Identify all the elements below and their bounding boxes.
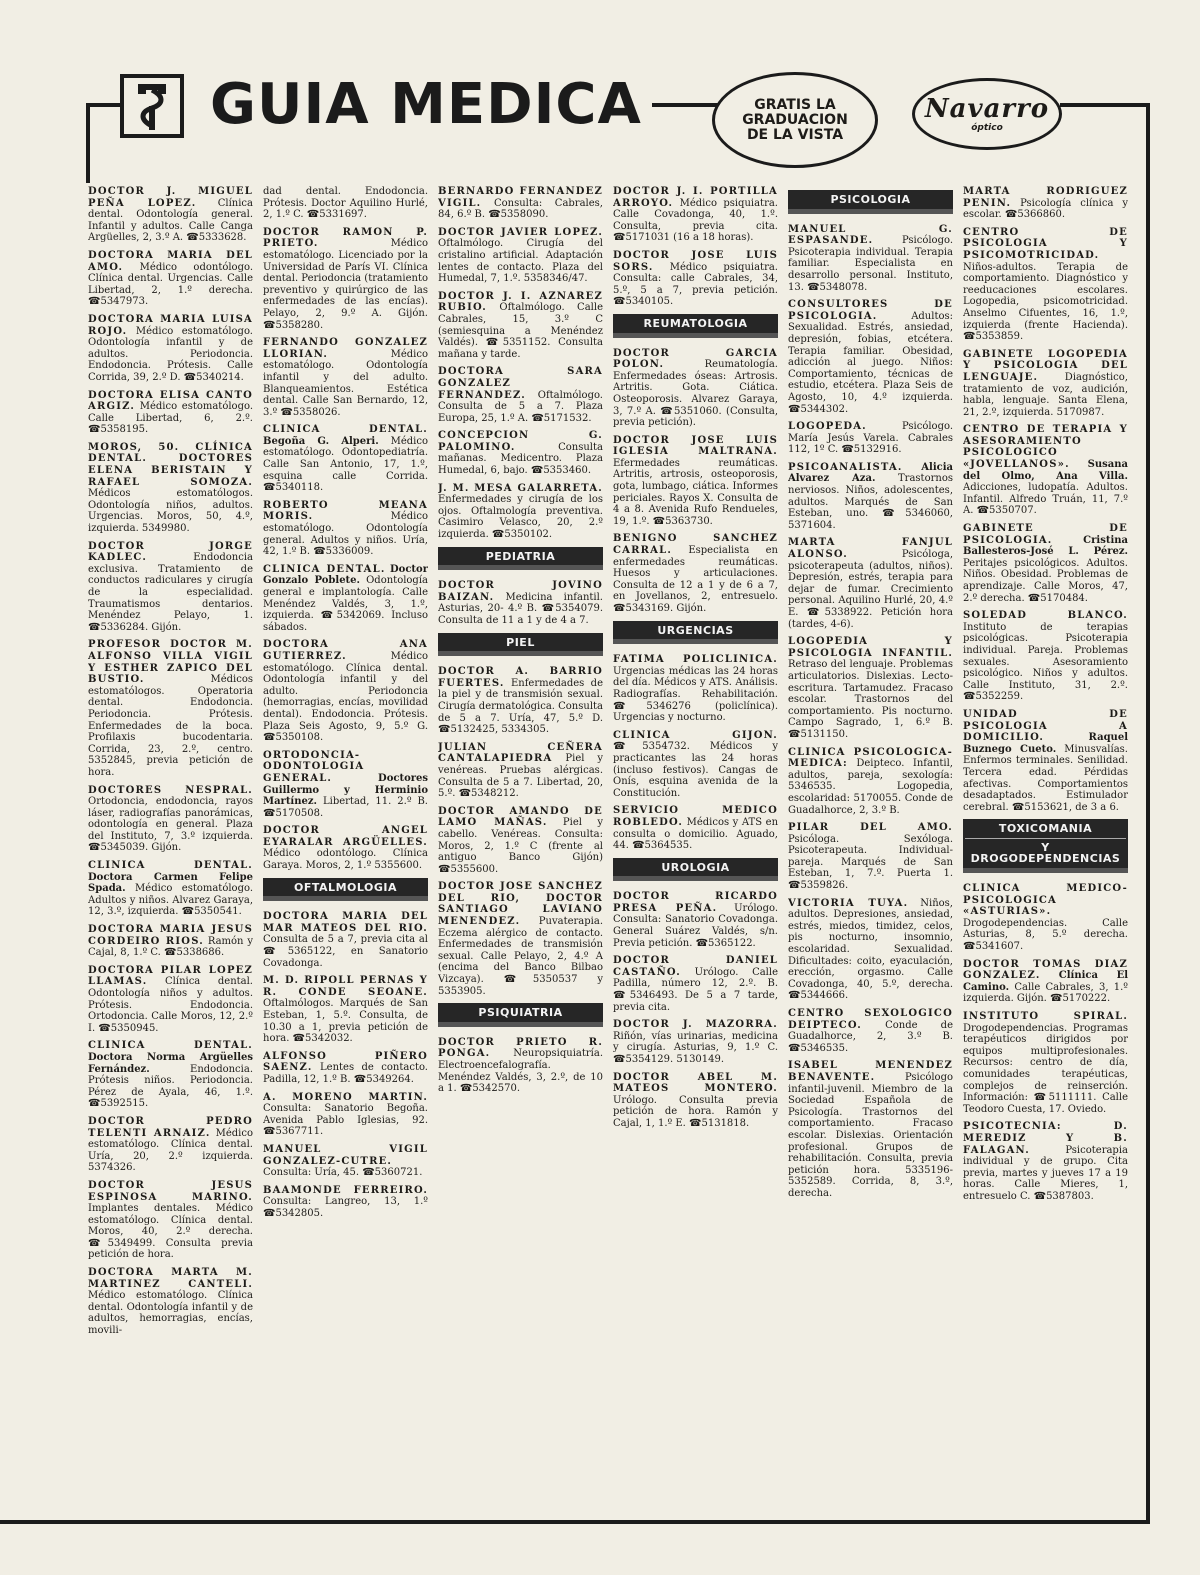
listing-details: Psicología clínica y escolar. ☎5366860.	[963, 197, 1128, 221]
listing-name: DOCTOR GARCIA POLON.	[613, 347, 778, 371]
listing-name: DOCTOR J. MIGUEL PEÑA LOPEZ.	[88, 186, 253, 209]
listing-name: DOCTORA ANA GUTIERREZ.	[263, 639, 428, 662]
listing-details: Lentes de contacto. Padilla, 12, 1.º B. ☎5349264.	[263, 1062, 428, 1085]
listing-entry	[438, 881, 603, 997]
listing-details: Consulta: Uría, 45. ☎5360721.	[263, 1167, 423, 1179]
listing-entry	[788, 421, 953, 456]
listing-name: DOCTOR JOSE LUIS IGLESIA MALTRANA.	[613, 434, 778, 458]
listing-details: Especialista en enfermedades reumáticas. Huesos y articulaciones. Consulta de 12 a 1 y de 6 a 7, en Jovellanos, 2, entresuelo. ☎5343169. Gijón.	[613, 545, 778, 614]
listing-name: CLINICA DENTAL.	[263, 424, 428, 436]
listing-details: Piel y venéreas. Pruebas alérgicas. Consulta de 5 a 7. Libertad, 20, 5.º. ☎5348212.	[438, 753, 603, 800]
listing-name: DOCTOR JOSE SANCHEZ DEL RIO, DOCTOR SANTIAGO LAVIANO MENENDEZ.	[438, 881, 603, 928]
listing-name: SOLEDAD BLANCO.	[963, 610, 1128, 622]
listing-entry	[263, 1144, 428, 1179]
listing-name: LOGOPEDA.	[788, 421, 867, 433]
listing-name: GABINETE LOGOPEDIA Y PSICOLOGIA DEL LENGUAJE.	[963, 348, 1128, 383]
listing-details: Ortodoncia, endodoncia, rayos láser, radiografías panorámicas, odontología en general. Plaza del Instituto, 7, 3.º izquierda. ☎5345039. Gijón.	[88, 796, 253, 854]
listing-details: Médico estomatólogo. Clínica dental. Odontología infantil y del adulto. Periodoncia (hemorragias, encías, movilidad dental). Endodoncia. Prótesis. Plaza Seis Agosto, 9, 5.º G. ☎5350108.	[263, 650, 428, 744]
listing-entry	[613, 348, 778, 429]
listing-name: CENTRO DE TERAPIA Y ASESORAMIENTO PSICOLOGICO «JOVELLANOS».	[963, 424, 1128, 471]
listing-details: Calle Cabrales, 3, 1.º izquierda. Gijón. ☎5170222.	[963, 981, 1128, 1005]
listing-name: DOCTOR TOMAS DIAZ GONZALEZ.	[963, 958, 1128, 982]
listing-name: DOCTOR JORGE KADLEC.	[88, 540, 253, 564]
listing-name: DOCTOR AMANDO DE LAMO MAÑAS.	[438, 805, 603, 829]
column-4	[613, 186, 778, 1486]
listing-details: Médicos estomatólogos. Operatoria dental. Endodoncia. Periodoncia. Prótesis. Enfermedades de la boca. Profilaxis bucodentaria. Corrida, 23, 2.º, centro. 5352845, previa petición de hora.	[88, 674, 253, 778]
listing-entry	[263, 1051, 428, 1086]
promo-line: GRADUACION	[742, 111, 848, 128]
listing-name: CENTRO DE PSICOLOGIA Y PSICOMOTRICIDAD.	[963, 226, 1128, 261]
listing-highlight: Doctores Guillermo y Herminio Martínez.	[263, 772, 428, 808]
medical-logo	[120, 74, 184, 138]
listing-entry	[88, 314, 253, 384]
listing-highlight: Begoña G. Alperi.	[263, 435, 379, 447]
section-label: OFTALMOLOGIA	[294, 880, 397, 894]
listing-entry	[613, 730, 778, 800]
listing-details: Minusvalías. Enfermos terminales. Senilidad. Tercera edad. Pérdidas afectivas. Comportamientos desadaptados. Estimulador cerebral. ☎5153621, de 3 a 6.	[963, 743, 1128, 813]
listing-details: Médico odontólogo. Clínica dental. Urgencias. Calle Libertad, 2, 1.º derecha. ☎5347973.	[88, 261, 253, 308]
listing-name: CLINICA DENTAL.	[88, 1040, 253, 1052]
listing-details: Urólogo. Calle Padilla, número 12, 2.º. B. ☎5346493. De 5 a 7 tarde, previa cita.	[613, 966, 778, 1013]
frame-bottom	[0, 1520, 1150, 1524]
listing-details: Médico estomatólogo. Licenciado por la Universidad de París VI. Clínica dental. Periodoncia (tratamiento preventivo y quirúrgico de las enfermedades de las encías). Pelayo, 2, 9.º A. Gijón. ☎5358280.	[263, 238, 428, 331]
listing-details: Consulta: Sanatorio Begoña. Avenida Pablo Iglesias, 92. ☎5367711.	[263, 1103, 428, 1138]
listing-details: Ramón y Cajal, 8, 1.º C. ☎5338686.	[88, 935, 253, 959]
listing-details: Médico estomatólogo. Clínica dental. Odontología infantil y de adultos, hemorragias, encías, movili-	[88, 1290, 253, 1337]
listing-name: MANUEL G. ESPASANDE.	[788, 223, 953, 247]
listing-name: DOCTOR DANIEL CASTAÑO.	[613, 955, 778, 978]
listing-name: VICTORIA TUYA.	[788, 897, 909, 909]
listing-name: DOCTOR JOVINO BAIZAN.	[438, 580, 603, 603]
listing-name: DOCTOR J. MAZORRA.	[613, 1019, 778, 1031]
listing-entry	[438, 742, 603, 800]
section-header	[438, 1003, 603, 1027]
listing-entry	[88, 924, 253, 959]
listing-details: Psicóloga, psicoterapeuta (adultos, niños). Depresión, estrés, terapia para dejar de fumar. Crecimiento personal. Aquilino Hurlé, 20, 4.º E. ☎5338922. Petición hora (tardes, 4-6).	[788, 549, 953, 630]
listing-details: Urólogo. Consulta previa petición de hora. Ramón y Cajal, 1, 1.º E. ☎5131818.	[613, 1094, 778, 1129]
listing-details: Diagnóstico, tratamiento de voz, audición, habla, lenguaje. Santa Elena, 21, 2.º, izquierda. 5170987.	[963, 371, 1128, 418]
listing-name: DOCTORA ELISA CANTO ARGIZ.	[88, 389, 253, 413]
listing-entry	[438, 580, 603, 626]
header-rule-right	[1060, 103, 1150, 107]
brand-name: Navarro	[924, 94, 1050, 124]
section-label: TOXICOMANIA	[998, 822, 1093, 836]
listing-name: ISABEL MENENDEZ BENAVENTE.	[788, 1060, 953, 1083]
listing-details: Adultos: Sexualidad. Estrés, ansiedad, depresión, fobias, etcétera. Terapia familiar. Obesidad, adicción al juego. Niños: Comportamiento, técnicas de estudio, etcétera. Plaza Seis de Agosto, 10, 4.º izquierda. ☎5344302.	[788, 310, 953, 415]
listing-entry	[438, 186, 603, 221]
listing-name: J. M. MESA GALARRETA.	[438, 482, 603, 494]
listing-details: Urólogo. Consulta: Sanatorio Covadonga. General Suárez Valdés, s/n. Previa petición. ☎5365122.	[613, 902, 778, 949]
listing-entry	[788, 537, 953, 630]
section-label: PIEL	[506, 635, 535, 649]
listing-details: dad dental. Endodoncia. Prótesis. Doctor Aquilino Hurlé, 2, 1.º C. ☎5331697.	[263, 186, 428, 221]
listing-name: DOCTORA MARIA DEL MAR MATEOS DEL RIO.	[263, 911, 428, 934]
listing-name: JULIAN CEÑERA CANTALAPIEDRA	[438, 741, 603, 765]
caduceus-icon	[128, 80, 176, 132]
listing-details: Urgencias médicas las 24 horas del día. Médicos y ATS. Análisis. Radiografías. Rehabilitación. ☎5346276 (policlínica). Urgencias y nocturno.	[613, 665, 778, 724]
listing-details: Adicciones, ludopatía. Adultos. Infantil. Alfredo Truán, 11, 7.º A. ☎5350707.	[963, 482, 1128, 517]
listing-details: Médico odontólogo. Clínica Garaya. Moros, 2, 1.º 5355600.	[263, 848, 428, 872]
listing-entry	[613, 654, 778, 724]
listing-name: DOCTORA SARA GONZALEZ FERNANDEZ.	[438, 366, 603, 401]
listing-entry	[963, 349, 1128, 419]
listing-entry	[788, 898, 953, 1002]
listing-name: A. MORENO MARTIN.	[263, 1091, 428, 1103]
listing-details: Odontología general e implantología. Calle Menéndez Valdés, 3, 1.º, izquierda. ☎5342069. Incluso sábados.	[263, 575, 428, 633]
section-label: PEDIATRIA	[485, 549, 556, 563]
listing-name: ORTODONCIA-ODONTOLOGIA GENERAL.	[263, 749, 365, 784]
listing-entry	[263, 750, 428, 820]
listing-name: UNIDAD DE PSICOLOGIA A DOMICILIO.	[963, 708, 1128, 744]
listing-name: MARTA FANJUL ALONSO.	[788, 537, 953, 561]
listing-details: Riñón, vías urinarias, medicina y cirugía. Asturias, 9, 1.º C. ☎5354129. 5130149.	[613, 1030, 778, 1065]
column-2	[263, 186, 428, 1486]
section-header	[613, 621, 778, 645]
listing-name: INSTITUTO SPIRAL.	[963, 1011, 1128, 1022]
listing-name: BENIGNO SANCHEZ CARRAL.	[613, 533, 778, 557]
listing-details: Neuropsiquiatría. Electroencefalografía. Menéndez Valdés, 3, 2.º, de 10 a 1. ☎5342570.	[438, 1048, 603, 1095]
listing-details: Endodoncia exclusiva. Tratamiento de conductos radiculares y cirugía de la especialidad. Traumatismos dentarios. Menéndez Pelayo, 1. ☎5336284. Gijón.	[88, 552, 253, 633]
listing-highlight: Cristina Ballesteros-José L. Pérez.	[963, 534, 1128, 558]
listing-entry	[88, 186, 253, 244]
section-header	[438, 547, 603, 571]
listing-details: Consulta: Langreo, 13, 1.º ☎5342805.	[263, 1196, 428, 1219]
listing-name: CLINICA DENTAL.	[263, 563, 386, 575]
listing-name: CENTRO SEXOLOGICO DEIPTECO.	[788, 1008, 953, 1031]
listing-details: Médicos estomatólogos. Odontología niños, adultos. Urgencias. Moros, 50, 4.º, izquierda. 5349980.	[88, 488, 253, 535]
listing-name: PSICOTECNIA: D. MEREDIZ Y B. FALAGAN.	[963, 1121, 1128, 1156]
promo-line: GRATIS LA	[754, 96, 836, 113]
listing-name: DOCTOR RAMON P. PRIETO.	[263, 226, 428, 250]
listing-entry	[88, 965, 253, 1035]
listing-entry	[263, 1185, 428, 1220]
listing-highlight: Alicia Alvarez Aza.	[788, 461, 953, 485]
listing-entry	[88, 1180, 253, 1261]
listing-entry	[88, 1267, 253, 1337]
listing-entry	[788, 822, 953, 892]
listing-entry	[788, 1060, 953, 1199]
listing-details: Médico psiquiatra. Consulta: calle Cabrales, 34, 5.º, 5 a 7, previa petición. ☎5340105.	[613, 261, 778, 308]
listing-entry	[438, 666, 603, 736]
listing-entry	[613, 955, 778, 1013]
section-header	[788, 190, 953, 214]
listing-name: CLINICA GIJON.	[613, 729, 778, 741]
listing-name: M. D. RIPOLL PERNAS Y R. CONDE SEOANE.	[263, 975, 428, 998]
listing-details: Médico estomatólogo. Calle Libertad, 6, 2.º. ☎5358195.	[88, 401, 253, 436]
listing-entry	[788, 299, 953, 415]
listing-details: Endodoncia. Prótesis niños. Periodoncia. Pérez de Ayala, 46, 1.º. ☎5392515.	[88, 1063, 253, 1110]
listing-details: Médico estomatólogo. Odontología general. Adultos y niños. Uría, 42, 1.º B. ☎5336009.	[263, 511, 428, 558]
listing-details: Efermedades reumáticas. Artritis, artrosis, osteoporosis, gota, lumbago, ciática. Informes periciales. Rayos X. Consulta de 4 a 8. Avenida Rufo Rendueles, 19, 1.º. ☎5363730.	[613, 457, 778, 527]
listing-entry	[963, 227, 1128, 343]
listing-entry	[438, 483, 603, 541]
listing-entry	[263, 825, 428, 871]
listing-details: Consulta: Cabrales, 84, 6.º B. ☎5358090.	[438, 197, 603, 221]
listing-name: DOCTOR PEDRO TELENTI ARNAIZ.	[88, 1115, 253, 1139]
listing-details: Médico estomatólogo. Adultos y niños. Alvarez Garaya, 12, 3.º, izquierda. ☎5350541.	[88, 883, 253, 918]
listing-entry	[438, 366, 603, 424]
listing-highlight: Raquel Buznego Cueto.	[963, 732, 1128, 755]
listing-name: CONCEPCION G. PALOMINO.	[438, 430, 603, 453]
frame-left	[86, 103, 90, 183]
listing-name: DOCTORA MARIA JESUS CORDEIRO RIOS.	[88, 924, 253, 947]
listing-name: DOCTORA MARIA DEL AMO.	[88, 249, 253, 273]
section-header	[438, 633, 603, 657]
listing-entry	[788, 224, 953, 294]
listing-details: Oftalmólogo. Cirugía del cristalino artificial. Adaptación lentes de contacto. Plaza del Humedal, 7, 1.º. 5358346/47.	[438, 238, 603, 285]
listing-name: DOCTOR J. I. PORTILLA ARROYO.	[613, 186, 778, 209]
listing-entry	[438, 291, 603, 361]
promo-line: DE LA VISTA	[746, 126, 844, 143]
listing-name: MANUEL VIGIL GONZALEZ-CUTRE.	[263, 1143, 428, 1167]
listing-name: DOCTOR RICARDO PRESA PEÑA.	[613, 891, 778, 914]
listing-name: DOCTORES NESPRAL.	[88, 784, 253, 796]
listing-highlight: Clínica El Camino.	[963, 970, 1128, 993]
listing-name: MARTA RODRIGUEZ PENIN.	[963, 186, 1128, 209]
listing-details: Médico psiquiatra. Calle Covadonga, 40, 1.º. Consulta, previa cita. ☎5171031 (16 a 18 horas).	[613, 197, 778, 244]
listing-details: Psicólogo infantil-juvenil. Miembro de la Sociedad Española de Psicología. Trastornos del comportamiento. Fracaso escolar. Dislexias. Orientación profesional. Grupos de rehabilitación. Consulta, previa petición hora. 5335196-5352589. Corrida, 8, 3.º, derecha.	[788, 1071, 953, 1199]
listing-details: Niños-adultos. Terapia de comportamiento. Diagnóstico y reeducaciones escolares. Logopedia, psicomotricidad. Anselmo Cifuentes, 16, 1.º, izquierda (frente Hacienda). ☎5353859.	[963, 261, 1128, 343]
listing-name: LOGOPEDIA Y PSICOLOGIA INFANTIL.	[788, 636, 953, 659]
listing-details: Psicólogo. María Jesús Varela. Cabrales 112, 1º C. ☎5132916.	[788, 421, 953, 456]
listing-name: ROBERTO MEANA MORIS.	[263, 499, 428, 523]
listing-entry	[263, 227, 428, 331]
listing-entry	[438, 806, 603, 876]
section-label: PSIQUIATRIA	[478, 1006, 563, 1020]
listing-entry	[438, 1037, 603, 1095]
listing-details: Consulta mañanas. Medicentro. Plaza Humedal, 6, bajo. ☎5353460.	[438, 441, 603, 477]
section-header	[613, 314, 778, 338]
listing-entry	[88, 1040, 253, 1110]
listing-entry	[963, 883, 1128, 953]
listing-name: CLINICA DENTAL.	[88, 860, 253, 872]
section-header	[263, 878, 428, 902]
section-label-2: Y DROGODEPENDENCIAS	[965, 838, 1126, 865]
listing-entry	[263, 186, 428, 221]
listing-details: Drogodependencias. Programas terapéuticos dirigidos por equipos multiprofesionales. Recursos: centro de día, comunidades terapéuticas, complejos de reinserción. Información: ☎5111111. Calle Teodoro Cuesta, 17. Oviedo.	[963, 1022, 1128, 1115]
listing-name: DOCTOR JESUS ESPINOSA MARINO.	[88, 1179, 253, 1203]
listing-name: CONSULTORES DE PSICOLOGIA.	[788, 299, 953, 322]
listing-name: DOCTORA MARTA M. MARTINEZ CANTELI.	[88, 1267, 253, 1290]
listing-entry	[788, 636, 953, 740]
section-header	[963, 819, 1128, 873]
listing-name: DOCTOR J. I. AZNAREZ RUBIO.	[438, 290, 603, 314]
listing-details: Médico estomatólogo. Clínica dental. Uría, 20, 2.º izquierda. 5374326.	[88, 1127, 253, 1174]
listing-entry	[88, 639, 253, 778]
listing-entry	[613, 891, 778, 949]
listing-details: ☎5354732. Médicos y practicantes las 24 horas (incluso festivos). Cangas de Onís, esquina avenida de la Constitución.	[613, 741, 778, 799]
listing-entry	[613, 533, 778, 614]
listing-entry	[263, 500, 428, 558]
listing-name: FERNANDO GONZALEZ LLORIAN.	[263, 337, 428, 360]
listing-details: Medicina infantil. Asturias, 20- 4.º B. ☎5354079. Consulta de 11 a 1 y de 4 a 7.	[438, 591, 603, 626]
listing-details: Clínica dental. Odontología niños y adultos. Prótesis. Endodoncia. Ortodoncia. Calle Moros, 12, 2.º I. ☎5350945.	[88, 976, 253, 1034]
listing-entry	[263, 639, 428, 743]
listing-entry	[263, 1092, 428, 1138]
listing-name: DOCTOR JAVIER LOPEZ.	[438, 226, 603, 238]
listing-details: Trastornos nerviosos. Niños, adolescentes, adultos. Marqués de San Esteban, uno. ☎5346060, 5371604.	[788, 473, 953, 531]
listing-name: BERNARDO FERNANDEZ VIGIL.	[438, 186, 603, 209]
listing-name: GABINETE DE PSICOLOGIA.	[963, 523, 1128, 546]
listing-details: Psicólogo. Psicoterapia individual. Terapia familiar. Especialista en desarrollo personal. Instituto, 13. ☎5348078.	[788, 235, 953, 293]
section-label: PSICOLOGIA	[830, 193, 911, 206]
listing-entry	[788, 1008, 953, 1054]
listing-highlight: Doctora Norma Argüelles Fernández.	[88, 1051, 253, 1075]
listing-entry	[88, 541, 253, 634]
listing-details: Piel y cabello. Venéreas. Consulta: Moros, 2, 1.º C (frente al antiguo Banco Gijón) ☎5355600.	[438, 817, 603, 875]
listing-highlight: Doctor Gonzalo Poblete.	[263, 563, 428, 587]
listing-entry	[438, 430, 603, 476]
listing-entry	[263, 424, 428, 494]
listing-name: PILAR DEL AMO.	[788, 822, 953, 834]
listing-details: Oftalmólogos. Marqués de San Esteban, 1, 5.º. Consulta, de 10.30 a 1, previa petición de hora. ☎5342032.	[263, 998, 428, 1045]
listing-details: Reumatología. Enfermedades óseas: Artrosis. Artritis. Gota. Ciática. Osteoporosis. Alvarez Garaya, 3, 7.º A. ☎5351060. (Consulta, previa petición).	[613, 359, 778, 429]
listing-details: Niños, adultos. Depresiones, ansiedad, estrés, miedos, timidez, celos, pis nocturno, insomnio, escolaridad. Sexualidad. Dificultades: coito, eyaculación, erección, orgasmo. Calle Covadonga, 40, 5.º, derecha. ☎5344666.	[788, 897, 953, 1002]
listing-entry	[88, 442, 253, 535]
listing-entry	[613, 435, 778, 528]
listing-highlight: Doctora Carmen Felipe Spada.	[88, 871, 253, 895]
listing-details: Oftalmólogo. Consulta de 5 a 7. Plaza Europa, 25, 1.º A. ☎5171532.	[438, 389, 603, 424]
listing-entry	[88, 250, 253, 308]
listing-name: ALFONSO PIÑERO SAENZ.	[263, 1050, 428, 1074]
column-5	[788, 186, 953, 1486]
section-label: URGENCIAS	[657, 623, 734, 637]
listing-details: Drogodependencias. Calle Asturias, 8, 5.º derecha. ☎5341607.	[963, 917, 1128, 953]
listing-details: Puvaterapia. Eczema alérgico de contacto. Enfermedades de transmisión sexual. Calle Pelayo, 2, 4.º A (encima del Banco Bilbao Vizcaya). ☎5350537 y 5353905.	[438, 916, 603, 997]
listing-name: CLINICA MEDICO-PSICOLOGICA «ASTURIAS».	[963, 883, 1128, 918]
listing-entry	[613, 250, 778, 308]
listing-entry	[88, 860, 253, 918]
listing-details: Clínica dental. Odontología general. Infantil y adultos. Calle Canga Argüelles, 2, 3.º A. ☎5333628.	[88, 197, 253, 244]
brand-logo	[912, 78, 1062, 150]
listing-entry	[613, 1072, 778, 1130]
column-3	[438, 186, 603, 1486]
listing-entry	[613, 186, 778, 244]
listing-name: DOCTOR A. BARRIO FUERTES.	[438, 666, 603, 689]
listing-entry	[88, 390, 253, 436]
listing-entry	[263, 975, 428, 1045]
listing-details: Deipteco. Infantil, adultos, pareja, sexología: 5346535. Logopedia, escolaridad: 5170055. Conde de Guadalhorce, 2, 3.º B.	[788, 758, 953, 816]
listing-details: Médico estomatólogo. Odontología infantil y de adultos. Periodoncia. Endodoncia. Prótesis. Calle Corrida, 39, 2.º D. ☎5340214.	[88, 325, 253, 383]
listing-name: DOCTORA MARIA LUISA ROJO.	[88, 313, 253, 337]
column-6	[963, 186, 1128, 1486]
section-header	[613, 858, 778, 882]
listing-entry	[788, 462, 953, 532]
listing-entry	[613, 805, 778, 851]
listing-name: DOCTORA PILAR LOPEZ LLAMAS.	[88, 964, 253, 988]
frame-right	[1146, 103, 1150, 1523]
listing-details: Médico estomatólogo. Odontología infantil y del adulto. Blanqueamientos. Estética dental. Calle San Bernardo, 12, 3.º ☎5358026.	[263, 348, 428, 418]
listing-name: DOCTOR PRIETO R. PONGA.	[438, 1036, 603, 1060]
listing-entry	[263, 337, 428, 418]
listing-name: PSICOANALISTA.	[788, 461, 903, 473]
listing-name: MOROS, 50. CLÍNICA DENTAL. DOCTORES ELENA BERISTAIN Y RAFAEL SOMOZA.	[88, 441, 253, 488]
listing-entry	[963, 1011, 1128, 1115]
directory-columns	[88, 186, 1128, 1486]
listing-entry	[263, 564, 428, 634]
listing-entry	[88, 1116, 253, 1174]
brand-sub: óptico	[971, 123, 1003, 133]
column-1	[88, 186, 253, 1486]
listing-details: Consulta de 5 a 7, previa cita al ☎5365122, en Sanatorio Covadonga.	[263, 934, 428, 969]
listing-name: SERVICIO MEDICO ROBLEDO.	[613, 805, 778, 828]
listing-entry	[88, 785, 253, 855]
listing-details: Psicóloga. Sexóloga. Psicoterapeuta. Individual-pareja. Marqués de San Esteban, 1, 7.º. Puerta 1. ☎5359826.	[788, 833, 953, 892]
listing-entry	[788, 747, 953, 817]
listing-details: Libertad, 11. 2.º B. ☎5170508.	[263, 796, 428, 819]
listing-details: Médico estomatólogo. Odontopediatría. Calle San Antonio, 17, 1.º, esquina calle Corrida. ☎5340118.	[263, 435, 428, 494]
listing-details: Retraso del lenguaje. Problemas articulatorios. Dislexias. Lecto-escritura. Tartamudez. Fracaso escolar. Trastornos del comportamiento. Pis nocturno. Campo Sagrado, 1, 6.º B. ☎5131150.	[788, 659, 953, 740]
listing-name: PROFESOR DOCTOR M. ALFONSO VILLA VIGIL Y ESTHER ZAPICO DEL BUSTIO.	[88, 639, 253, 686]
listing-details: Peritajes psicológicos. Adultos. Niños. Obesidad. Problemas de aprendizaje. Calle Moros, 47, 2.º derecha. ☎5170484.	[963, 557, 1128, 604]
listing-details: Psicoterapia individual y de grupo. Cita previa, martes y jueves 17 a 19 horas. Calle Mieres, 1, entresuelo C. ☎5387803.	[963, 1144, 1128, 1202]
listing-entry	[263, 911, 428, 969]
section-label: REUMATOLOGIA	[643, 316, 748, 330]
listing-name: DOCTOR ANGEL EYARALAR ARGÜELLES.	[263, 825, 428, 848]
listing-highlight: Susana del Olmo, Ana Villa.	[963, 459, 1128, 482]
listing-entry	[963, 959, 1128, 1005]
listing-entry	[963, 424, 1128, 517]
listing-name: CLINICA PSICOLOGICA-MEDICA:	[788, 746, 953, 770]
listing-name: FATIMA POLICLINICA.	[613, 654, 778, 666]
listing-details: Médicos y ATS en consulta o domicilio. Aguado, 44. ☎5364535.	[613, 816, 778, 852]
listing-name: DOCTOR ABEL M. MATEOS MONTERO.	[613, 1071, 778, 1095]
listing-details: Oftalmólogo. Calle Cabrales, 15, 3.º C (semiesquina a Menéndez Valdés). ☎5351152. Consulta mañana y tarde.	[438, 302, 603, 360]
listing-entry	[963, 523, 1128, 604]
listing-details: Implantes dentales. Médico estomatólogo. Clínica dental. Moros, 40, 2.º derecha. ☎5349499. Consulta previa petición de hora.	[88, 1203, 253, 1261]
listing-entry	[963, 610, 1128, 703]
listing-entry	[613, 1019, 778, 1065]
listing-entry	[963, 1121, 1128, 1202]
page-title: GUIA MEDICA	[200, 70, 652, 140]
section-label: UROLOGIA	[661, 860, 730, 874]
listing-entry	[963, 186, 1128, 221]
promo-badge	[712, 72, 878, 168]
listing-details: Enfermedades de la piel y de transmisión sexual. Cirugía dermatológica. Consulta de 5 a 7. Uría, 47, 5.º D. ☎5132425, 5334305.	[438, 677, 603, 736]
listing-details: Instituto de terapias psicológicas. Psicoterapia individual. Pareja. Problemas sexuales. Asesoramiento psicológico. Niños y adultos. Calle Instituto, 31, 2.º. ☎5352259.	[963, 621, 1128, 703]
listing-name: DOCTOR JOSE LUIS SORS.	[613, 249, 778, 273]
listing-details: Enfermedades y cirugía de los ojos. Oftalmología preventiva. Casimiro Velasco, 20, 2.º izquierda. ☎5350102.	[438, 494, 603, 541]
listing-entry	[438, 227, 603, 285]
listing-entry	[963, 709, 1128, 813]
listing-details: Conde de Guadalhorce, 2, 3.º B. ☎5346535.	[788, 1019, 953, 1054]
listing-name: BAAMONDE FERREIRO.	[263, 1184, 428, 1196]
